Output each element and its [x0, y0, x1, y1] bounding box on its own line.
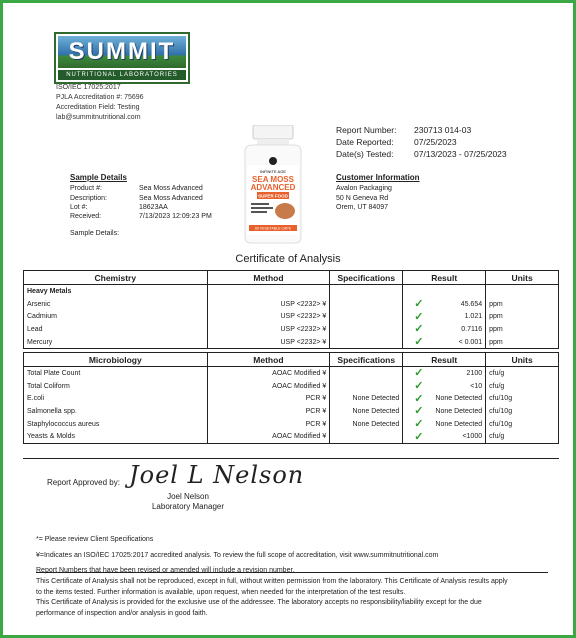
report-info: [336, 124, 507, 160]
unit: ppm: [486, 310, 559, 323]
bottle-line2: ADVANCED: [250, 183, 296, 192]
result-cell: [403, 298, 486, 311]
method: USP <2232> ¥: [207, 323, 330, 336]
approver: [143, 492, 233, 512]
date-tested-label: Date(s) Tested:: [336, 149, 394, 159]
specification: [330, 430, 403, 443]
analyte-name: Total Coliform: [24, 380, 208, 393]
unit: cfu/g: [486, 380, 559, 393]
divider: [23, 458, 559, 459]
analyte-name: Total Plate Count: [24, 367, 208, 380]
report-number: 230713 014-03: [414, 125, 472, 135]
date-reported-label: Date Reported:: [336, 137, 394, 147]
lot-label: Lot #:: [70, 203, 88, 211]
sample-details: [70, 173, 212, 239]
col-specifications: Specifications: [330, 353, 403, 367]
table-row: [24, 323, 559, 336]
unit: ppm: [486, 323, 559, 336]
disclaimer-line4: performance of inspection and/or analysis in good faith.: [36, 609, 208, 617]
note-1: *= Please review Client Specifications: [36, 536, 154, 543]
check-icon: ✓: [414, 367, 424, 380]
col-units: Units: [486, 271, 559, 285]
col-specifications: Specifications: [330, 271, 403, 285]
coa-title: Certificate of Analysis: [235, 253, 341, 265]
date-reported: 07/25/2023: [414, 137, 457, 147]
microbiology-table: [23, 352, 559, 444]
table-row: [24, 430, 559, 443]
method: PCR ¥: [207, 418, 330, 431]
result-cell: [403, 405, 486, 418]
specification: None Detected: [330, 392, 403, 405]
result-value: <1000: [462, 433, 483, 441]
result-value: None Detected: [435, 407, 483, 415]
method: USP <2232> ¥: [207, 310, 330, 323]
method: AOAC Modified ¥: [207, 367, 330, 380]
logo-word: SUMMIT: [68, 38, 176, 65]
check-icon: ✓: [414, 336, 424, 349]
result-cell: [403, 323, 486, 336]
disclaimer: [36, 577, 556, 619]
lab-info: [56, 83, 144, 123]
table-row: [24, 310, 559, 323]
table-row: [24, 418, 559, 431]
email-line[interactable]: lab@summitnutritional.com: [56, 114, 141, 121]
table-row: [24, 392, 559, 405]
signature: Joel L Nelson: [129, 461, 305, 489]
result-value: 2100: [466, 369, 483, 377]
col-microbiology: Microbiology: [24, 353, 208, 367]
table-row: [24, 380, 559, 393]
table-row: [24, 336, 559, 349]
method: USP <2232> ¥: [207, 336, 330, 349]
analyte-name: E.coli: [24, 392, 208, 405]
check-icon: ✓: [414, 418, 424, 431]
check-icon: ✓: [414, 310, 424, 323]
pjla-line: PJLA Accreditation #: 75696: [56, 94, 144, 101]
notes: [36, 535, 438, 577]
unit: ppm: [486, 298, 559, 311]
disclaimer-line3: This Certificate of Analysis is provided for the exclusive use of the addressee. The laboratory accepts no responsibility/liability except for the due: [36, 599, 482, 606]
disclaimer-line1: This Certificate of Analysis shall not be reproduced, except in full, without written permission from the laboratory. This Certificate of Analysis results apply: [36, 578, 508, 585]
specification: None Detected: [330, 405, 403, 418]
approval-label: Report Approved by:: [47, 478, 120, 487]
summit-logo: [54, 32, 190, 84]
result-value: <10: [470, 382, 483, 390]
unit: cfu/g: [486, 430, 559, 443]
result-cell: [403, 392, 486, 405]
col-result: Result: [403, 353, 486, 367]
result-value: 0.7116: [461, 325, 483, 333]
result-value: None Detected: [435, 395, 483, 403]
divider-2: [36, 572, 548, 573]
customer-info: [336, 173, 420, 212]
table-row: [24, 298, 559, 311]
report-number-label: Report Number:: [336, 125, 397, 135]
check-icon: ✓: [414, 380, 424, 393]
bottle-line1: SEA MOSS: [252, 175, 294, 184]
received-value: 7/13/2023 12:09:23 PM: [139, 213, 212, 221]
result-value: 45.654: [460, 300, 483, 308]
disclaimer-line2: to the items tested. Further information is available, upon request, when needed for the interpretation of the test results.: [36, 588, 406, 596]
specification: None Detected: [330, 418, 403, 431]
table-row: [24, 405, 559, 418]
customer-street: 50 N Geneva Rd: [336, 194, 389, 202]
chemistry-table: [23, 270, 559, 349]
description-label: Description:: [70, 194, 107, 202]
result-cell: [403, 430, 486, 443]
check-icon: ✓: [414, 323, 424, 336]
check-icon: ✓: [414, 405, 424, 418]
approver-title: Laboratory Manager: [151, 502, 225, 511]
analyte-name: Cadmium: [24, 310, 208, 323]
method: AOAC Modified ¥: [207, 430, 330, 443]
check-icon: ✓: [414, 430, 424, 443]
unit: cfu/10g: [486, 405, 559, 418]
note-2: ¥=Indicates an ISO/IEC 17025:2017 accredited analysis. To review the full scope of accreditation, visit www.summitnutritional.com: [36, 551, 439, 559]
check-icon: ✓: [414, 392, 424, 405]
specification: [330, 298, 403, 311]
result-cell: [403, 310, 486, 323]
analyte-name: Mercury: [24, 336, 208, 349]
product-value: Sea Moss Advanced: [139, 185, 203, 193]
result-cell: [403, 336, 486, 349]
analyte-name: Yeasts & Molds: [24, 430, 208, 443]
analyte-name: Arsenic: [24, 298, 208, 311]
analyte-name: Staphylococcus aureus: [24, 418, 208, 431]
unit: cfu/10g: [486, 392, 559, 405]
result-value: 1.021: [464, 313, 483, 321]
specification: [330, 380, 403, 393]
col-method: Method: [207, 271, 330, 285]
unit: cfu/10g: [486, 418, 559, 431]
col-result: Result: [403, 271, 486, 285]
logo-subtitle: NUTRITIONAL LABORATORIES: [58, 70, 186, 80]
analyte-name: Lead: [24, 323, 208, 336]
specification: [330, 336, 403, 349]
customer-title: Customer Information: [336, 173, 420, 182]
specification: [330, 367, 403, 380]
method: AOAC Modified ¥: [207, 380, 330, 393]
product-label: Product #:: [70, 185, 102, 193]
result-cell: [403, 418, 486, 431]
date-tested: 07/13/2023 - 07/25/2023: [414, 149, 507, 159]
description-value: Sea Moss Advanced: [139, 194, 203, 202]
approver-name: Joel Nelson: [167, 492, 209, 501]
result-cell: [403, 380, 486, 393]
col-method: Method: [207, 353, 330, 367]
product-bottle-image: [239, 125, 307, 245]
result-value: < 0.001: [458, 338, 483, 346]
field-line: Accreditation Field: Testing: [56, 104, 140, 111]
bottle-line3: SUPER FOOD: [258, 193, 288, 199]
note-3: Report Numbers that have been revised or amended will include a revision number.: [36, 567, 295, 574]
method: USP <2232> ¥: [207, 298, 330, 311]
specification: [330, 323, 403, 336]
col-units: Units: [486, 353, 559, 367]
result-value: None Detected: [435, 420, 483, 428]
group-heavy-metals: Heavy Metals: [24, 285, 208, 298]
received-label: Received:: [70, 213, 102, 221]
method: PCR ¥: [207, 405, 330, 418]
method: PCR ¥: [207, 392, 330, 405]
unit: cfu/g: [486, 367, 559, 380]
sample-details-title: Sample Details: [70, 173, 127, 182]
check-icon: ✓: [414, 298, 424, 311]
bottle-brand: INFINITE AGE: [259, 169, 287, 174]
bottle-count: 60 VEGETABLE CAPS: [255, 226, 291, 231]
unit: ppm: [486, 336, 559, 349]
specification: [330, 310, 403, 323]
analyte-name: Salmonella spp.: [24, 405, 208, 418]
col-chemistry: Chemistry: [24, 271, 208, 285]
customer-name: Avalon Packaging: [336, 185, 392, 193]
sample-details-label: Sample Details:: [70, 230, 120, 238]
table-row: [24, 367, 559, 380]
lot-value: 18623AA: [139, 203, 168, 211]
result-cell: [403, 367, 486, 380]
iso-line: ISO/IEC 17025:2017: [56, 84, 121, 91]
customer-city: Orem, UT 84097: [336, 203, 389, 211]
